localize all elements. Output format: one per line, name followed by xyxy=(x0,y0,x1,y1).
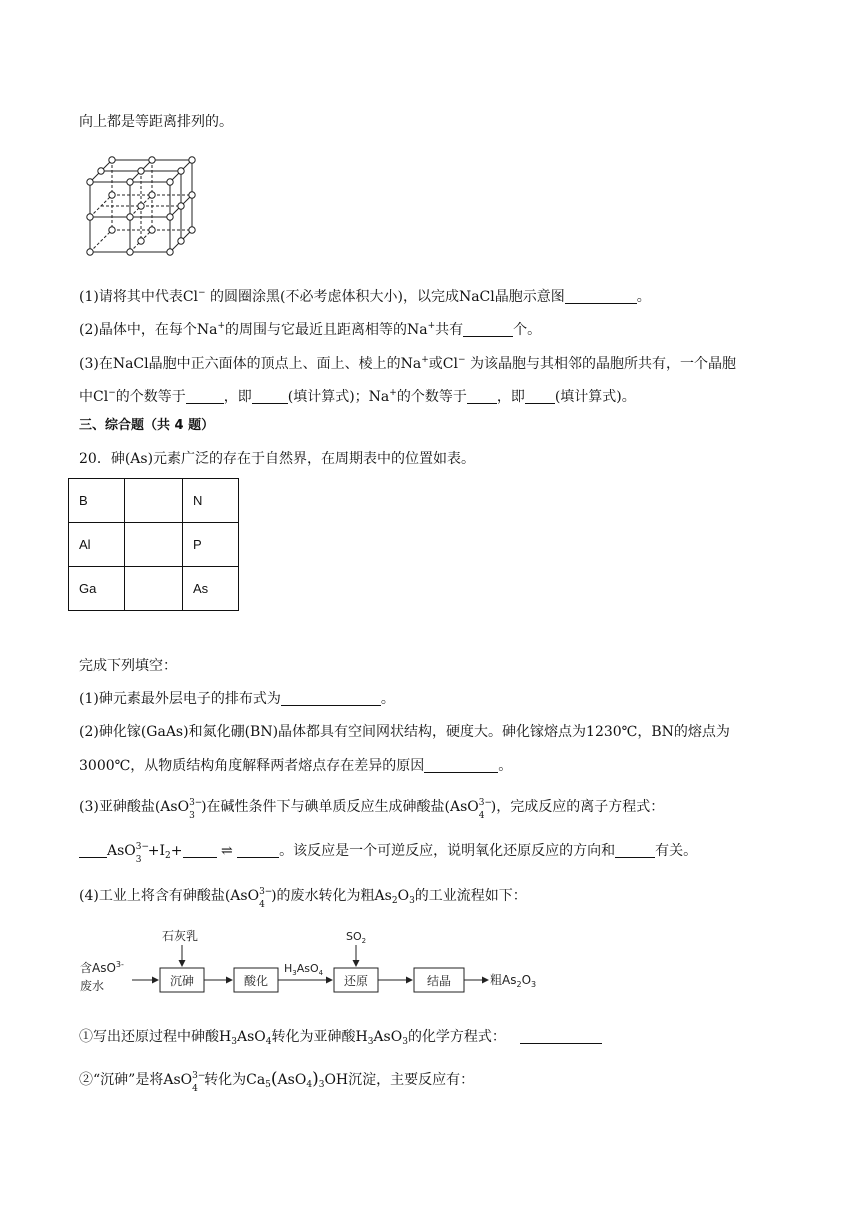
flow-reagent-so2: $SO_2$ xyxy=(346,930,367,945)
table-row xyxy=(69,567,239,611)
intro-text: 向上都是等距离排列的。 xyxy=(79,114,233,130)
q20-part3-equation: AsO 3− 3 $+I_2+$ ⇌ 。该反应是一个可逆反应，说明氧化还原反应的方向和 有关。 xyxy=(79,841,697,866)
q20-part1: (1)砷元素最外层电子的排布式为 。 xyxy=(79,691,395,707)
answer-blank[interactable] xyxy=(186,389,224,404)
table-row xyxy=(69,523,239,567)
q20-part2: (2)砷化镓(GaAs)和氮化硼(BN)晶体都具有空间网状结构，硬度大。砷化镓熔点为1230℃，BN的熔点为 xyxy=(79,724,730,740)
answer-blank[interactable] xyxy=(520,1029,602,1044)
q20-part4-sub1: ①写出还原过程中砷酸$H_3AsO_4$转化为亚砷酸$H_3AsO_3$的化学方程式： xyxy=(79,1027,602,1052)
section-heading: 三、综合题（共 4 题） xyxy=(79,418,215,433)
table-cell: Ga xyxy=(69,567,125,611)
table-cell: N xyxy=(183,479,239,523)
q19-part3-line2: 中Cl−的个数等于 ，即 (填计算式)；Na+的个数等于 ，即 (填计算式)。 xyxy=(79,388,636,405)
flow-step-label: 酸化 xyxy=(243,974,269,988)
q20-stem: 20．砷(As)元素广泛的存在于自然界，在周期表中的位置如表。 xyxy=(79,451,476,467)
table-cell xyxy=(125,567,183,611)
process-flow-diagram xyxy=(74,928,554,1004)
table-cell: B xyxy=(69,479,125,523)
answer-blank[interactable] xyxy=(252,389,288,404)
table-cell: Al xyxy=(69,523,125,567)
table-cell xyxy=(125,479,183,523)
answer-blank[interactable] xyxy=(463,322,513,337)
flow-step-label: 还原 xyxy=(343,974,369,988)
flow-input-label-2: 废水 xyxy=(80,979,105,993)
q20-part3: (3)亚砷酸盐(AsO 3− 3 )在碱性条件下与碘单质反应生成砷酸盐(AsO 3− 4 )，完成反应的离子方程式： xyxy=(79,798,665,821)
table-cell: P xyxy=(183,523,239,567)
flow-reagent-lime: 石灰乳 xyxy=(162,929,199,943)
table-cell xyxy=(125,523,183,567)
q20-part4-sub2: ②“沉砷”是将AsO 3− 4 转化为$Ca_5(AsO_4)_3OH$沉淀，主要反应有： xyxy=(79,1069,475,1094)
q20-part4: (4)工业上将含有砷酸盐(AsO 3− 4 )的废水转化为粗$As_2O_3$的工业流程如下： xyxy=(79,887,527,910)
answer-blank[interactable] xyxy=(424,758,498,773)
table-cell: As xyxy=(183,567,239,611)
answer-blank[interactable] xyxy=(467,389,497,404)
nacl-unit-cell-diagram xyxy=(80,152,200,260)
periodic-table-excerpt xyxy=(68,478,239,611)
flow-step-label: 结晶 xyxy=(426,974,452,988)
flow-input-label: 含AsO$^{3-}$ xyxy=(80,960,124,975)
answer-blank[interactable] xyxy=(615,843,655,858)
q19-part1: (1)请将其中代表Cl− 的圆圈涂黑(不必考虑体积大小)，以完成NaCl晶胞示意图 。 xyxy=(79,288,651,305)
fill-prompt: 完成下列填空： xyxy=(79,658,177,674)
flow-step-label: 沉砷 xyxy=(169,974,195,988)
q20-part2-line2: 3000℃，从物质结构角度解释两者熔点存在差异的原因 。 xyxy=(79,758,513,774)
answer-blank[interactable] xyxy=(237,843,279,858)
answer-blank[interactable] xyxy=(183,843,217,858)
answer-blank[interactable] xyxy=(565,289,637,304)
answer-blank[interactable] xyxy=(79,843,107,858)
q19-part3: (3)在NaCl晶胞中正六面体的顶点上、面上、棱上的Na+或Cl− 为该晶胞与其相邻的晶胞所共有，一个晶胞 xyxy=(79,355,736,372)
table-row xyxy=(69,479,239,523)
q19-part2: (2)晶体中，在每个Na+的周围与它最近且距离相等的Na+共有 个。 xyxy=(79,321,542,338)
answer-blank[interactable] xyxy=(525,389,555,404)
flow-intermediate-label: $H_3AsO_4$ xyxy=(284,962,324,977)
flow-output-label: 粗$As_2O_3$ xyxy=(490,973,537,989)
answer-blank[interactable] xyxy=(281,691,381,706)
